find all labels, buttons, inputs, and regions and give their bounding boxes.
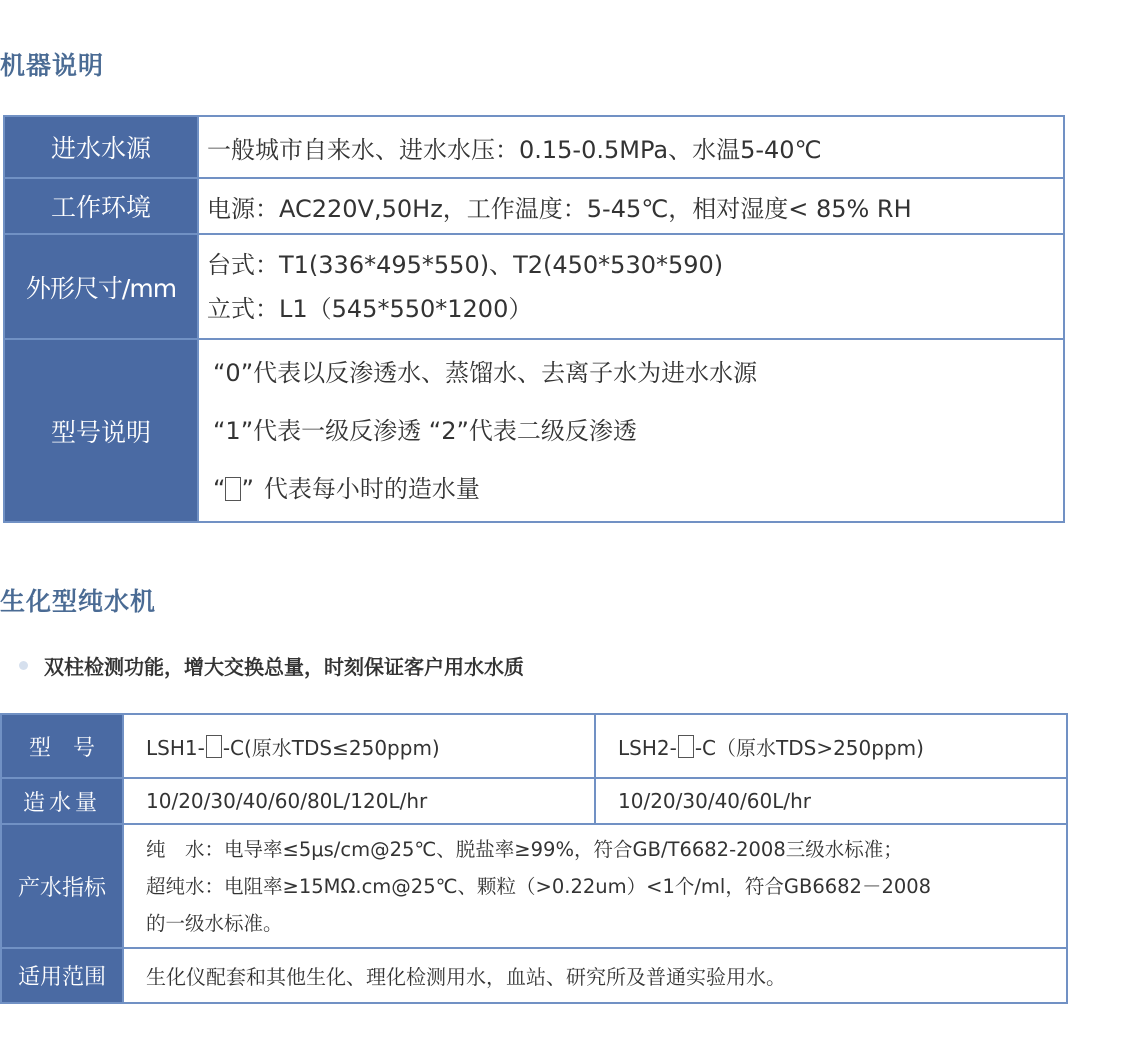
row-value: [198, 178, 1064, 234]
quote-open: “: [213, 474, 226, 503]
placeholder-box-icon: [206, 735, 222, 758]
spec-line: 超纯水：电阻率≥15MΩ.cm@25℃、颗粒（>0.22um）<1个/ml，符合GB6682－2008: [146, 874, 932, 898]
quote-close: ”: [241, 474, 254, 503]
table-row: [4, 339, 1064, 522]
scope-key: 适用范围: [1, 948, 123, 1003]
output-2-cell: 10/20/30/40/60L/hr: [595, 778, 1067, 824]
model-1-suffix: -C(原水TDS≤250ppm): [222, 735, 440, 760]
placeholder-box-icon: [678, 735, 694, 758]
placeholder-box-icon: [225, 477, 241, 501]
row-value: [198, 234, 1064, 339]
bullet-dot-icon: [19, 661, 28, 670]
row-key: 外形尺寸/mm: [4, 234, 198, 339]
row-value-line: 台式：T1(336*495*550)、T2(450*530*590): [207, 250, 724, 279]
output-1-cell: 10/20/30/40/60/80L/120L/hr: [123, 778, 595, 824]
model-2-prefix: LSH2-: [618, 735, 677, 760]
row-value-line: 一般城市自来水、进水水压：0.15-0.5MPa、水温5-40℃: [207, 135, 822, 164]
row-key: 进水水源: [4, 116, 198, 178]
table-row: [1, 714, 1067, 778]
spec-line: 纯 水：电导率≤5μs/cm@25℃、脱盐率≥99%，符合GB/T6682-2008三级水标准；: [146, 837, 903, 861]
row-value-line: 电源：AC220V,50Hz，工作温度：5-45℃，相对湿度< 85% RH: [207, 194, 912, 223]
table-row: [4, 178, 1064, 234]
model-1-prefix: LSH1-: [146, 735, 205, 760]
model-table: [0, 713, 1068, 1004]
feature-bullet: [19, 648, 524, 682]
spec-line: 的一级水标准。: [146, 911, 283, 935]
row-value-line: 立式：L1（545*550*1200）: [207, 294, 533, 323]
machine-spec-table: [3, 115, 1065, 523]
table-row: [1, 824, 1067, 948]
row-value: [198, 116, 1064, 178]
feature-text: 双柱检测功能，增大交换总量，时刻保证客户用水水质: [44, 654, 524, 679]
table-row: [4, 234, 1064, 339]
section-title-machine-description: 机器说明: [0, 51, 105, 80]
scope-cell: 生化仪配套和其他生化、理化检测用水，血站、研究所及普通实验用水。: [123, 948, 1067, 1003]
model-capacity-text: 代表每小时的造水量: [263, 474, 480, 503]
row-key: 工作环境: [4, 178, 198, 234]
row-value-line: “1”代表一级反渗透 “2”代表二级反渗透: [213, 416, 637, 445]
row-value-line: “0”代表以反渗透水、蒸馏水、去离子水为进水水源: [213, 358, 758, 387]
row-value-line: [213, 460, 1063, 518]
model-2-cell: [595, 714, 1067, 778]
model-2-suffix: -C（原水TDS>250ppm): [694, 735, 924, 760]
section-title-biochem-water-machine: 生化型纯水机: [0, 587, 157, 616]
spec-key: 产水指标: [1, 824, 123, 948]
model-key: 型 号: [1, 714, 123, 778]
row-value: [198, 339, 1064, 522]
table-row: [4, 116, 1064, 178]
table-row: [1, 948, 1067, 1003]
spec-cell: [123, 824, 1067, 948]
model-1-cell: [123, 714, 595, 778]
row-key: 型号说明: [4, 339, 198, 522]
output-key: 造水量: [1, 778, 123, 824]
table-row: [1, 778, 1067, 824]
